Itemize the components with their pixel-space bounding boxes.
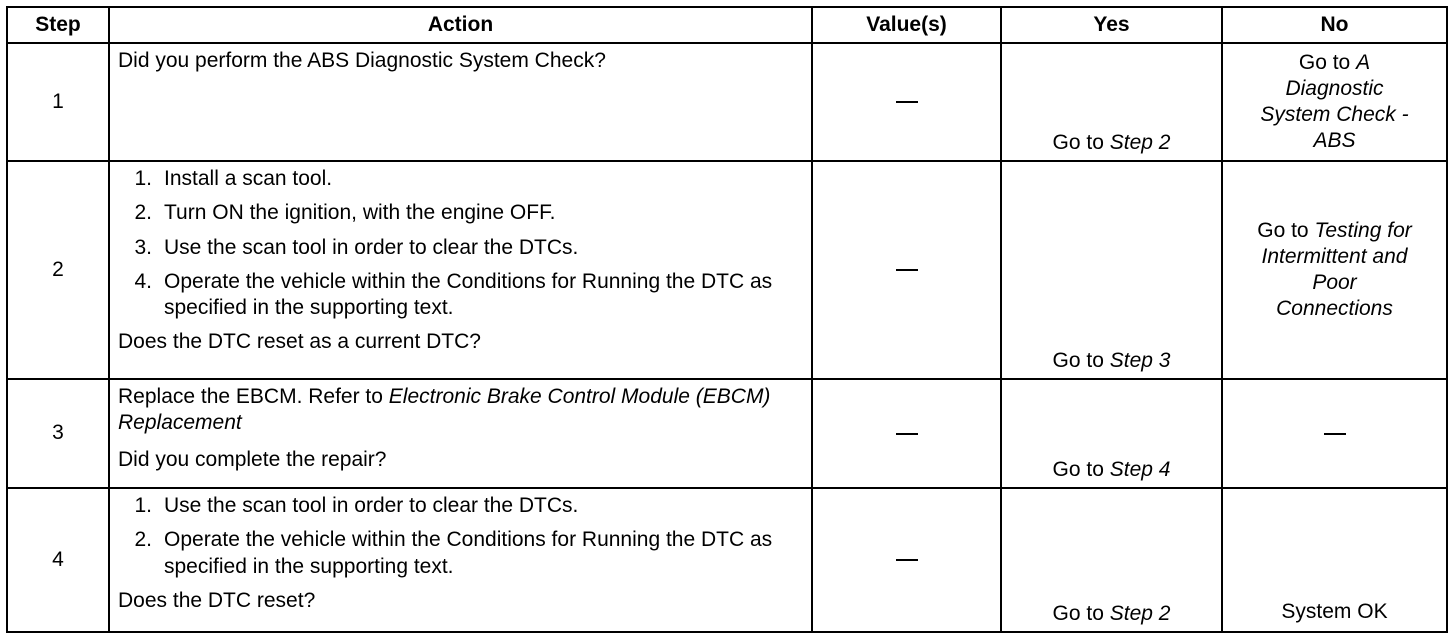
go-to-label: Go to [1257,218,1309,242]
action-question: Does the DTC reset as a current DTC? [118,330,481,354]
value-dash [896,101,918,103]
value-cell [812,488,1001,632]
yes-link[interactable]: Step 3 [1109,348,1171,372]
step-number: 4 [7,488,109,632]
table-row [7,379,1447,488]
list-item [118,200,803,226]
yes-cell [1001,43,1222,161]
header-values: Value(s) [812,7,1001,43]
table-row [7,488,1447,632]
list-item [118,166,803,192]
go-to-label: Go to [1298,50,1351,74]
list-item [118,527,803,580]
go-to-label: Go to [1052,348,1104,372]
item-number: 1. [134,167,152,191]
action-cell [109,379,812,488]
action-instruction: Replace the EBCM. Refer to [118,385,383,409]
value-dash [896,433,918,435]
yes-cell [1001,379,1222,488]
no-dash [1324,433,1346,435]
yes-link[interactable]: Step 4 [1109,457,1171,481]
value-cell [812,379,1001,488]
no-cell [1222,379,1447,488]
action-text [118,384,803,437]
yes-cell [1001,488,1222,632]
step-number: 1 [7,43,109,161]
item-text: Operate the vehicle within the Conditions for Running the DTC as specified in the supporting text. [164,269,773,320]
go-to-label: Go to [1052,130,1104,154]
no-text [1255,50,1415,155]
action-list [118,166,803,321]
step-number: 3 [7,379,109,488]
no-cell [1222,43,1447,161]
action-list [118,493,803,580]
item-number: 3. [134,235,152,259]
item-number: 2. [134,201,152,225]
yes-link[interactable]: Step 2 [1109,130,1171,154]
go-to-label: Go to [1052,601,1104,625]
no-cell: System OK [1222,488,1447,632]
step-number: 2 [7,161,109,379]
item-text: Turn ON the ignition, with the engine OFF. [164,201,556,225]
action-question: Does the DTC reset? [118,588,316,612]
value-cell [812,161,1001,379]
table-row [7,43,1447,161]
no-cell [1222,161,1447,379]
no-link[interactable]: A Diagnostic System Check - ABS [1260,50,1409,153]
header-row [7,7,1447,43]
item-text: Install a scan tool. [164,167,333,191]
header-step: Step [7,7,109,43]
value-dash [896,269,918,271]
action-question: Did you complete the repair? [118,447,387,471]
no-text [1255,218,1415,323]
action-question: Did you perform the ABS Diagnostic System Check? [118,49,606,72]
go-to-label: Go to [1052,457,1104,481]
value-dash [896,559,918,561]
value-cell [812,43,1001,161]
no-link[interactable]: Testing for Intermittent and Poor Connections [1261,218,1412,321]
item-text: Operate the vehicle within the Conditions for Running the DTC as specified in the supporting text. [164,528,773,578]
yes-cell [1001,161,1222,379]
header-yes: Yes [1001,7,1222,43]
list-item [118,493,803,519]
list-item [118,235,803,261]
item-number: 2. [134,528,152,552]
diagnostic-table [6,6,1448,633]
yes-link[interactable]: Step 2 [1109,601,1171,625]
action-cell [109,43,812,161]
header-action: Action [109,7,812,43]
item-number: 4. [134,269,152,293]
action-cell [109,488,812,632]
list-item [118,269,803,322]
item-text: Use the scan tool in order to clear the DTCs. [164,235,579,259]
table-row [7,161,1447,379]
item-text: Use the scan tool in order to clear the DTCs. [164,494,579,518]
item-number: 1. [134,494,152,518]
action-cell [109,161,812,379]
header-no: No [1222,7,1447,43]
reference-link[interactable]: Electronic Brake Control Module (EBCM) Replacement [118,385,771,435]
